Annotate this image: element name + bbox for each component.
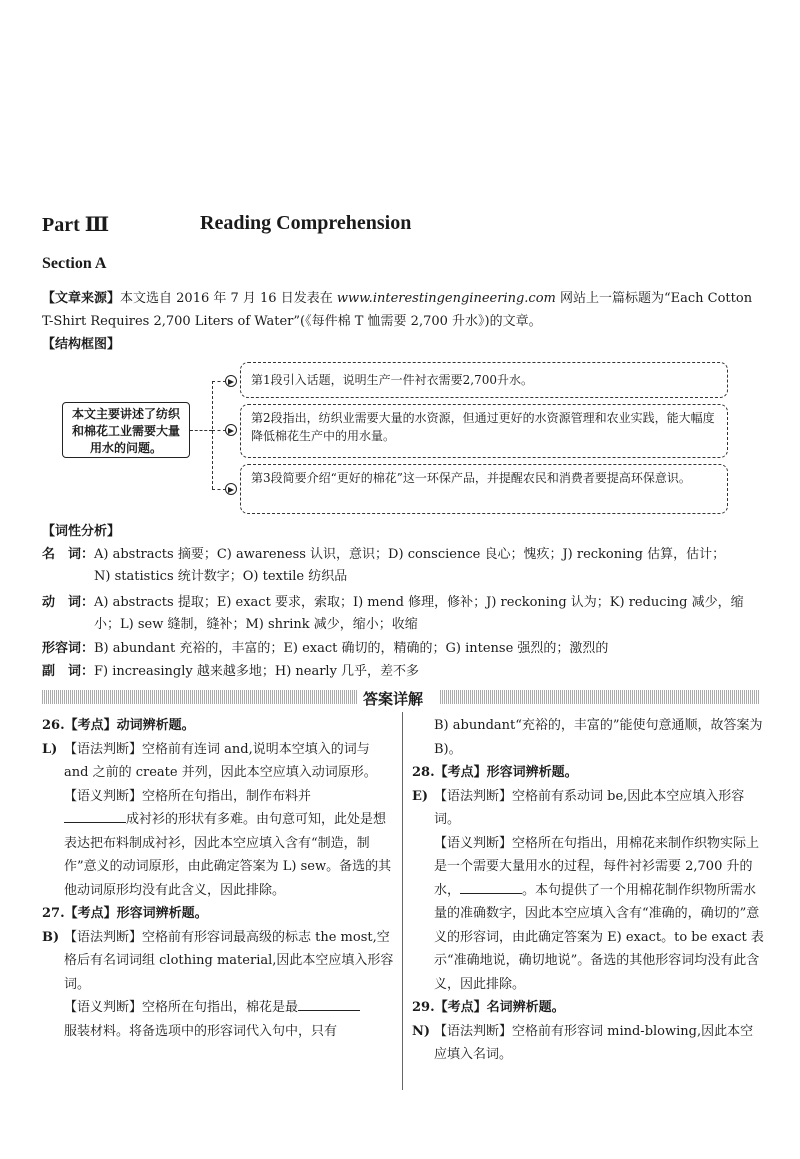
source-text-before: 本文选自 2016 年 7 月 16 日发表在 [120,291,337,306]
adj-label: 形容词： [42,641,95,656]
q26-semantic-a: 【语义判断】空格所在句指出，制作布料并 [64,788,312,804]
article-source [42,287,758,333]
noun-text-2: N) statistics 统计数字；O) textile 纺织品 [94,569,348,584]
adv-label: 副 词： [42,664,95,679]
q29-answer: N) [412,1023,431,1039]
source-site: www.interestingengineering.com [336,291,556,306]
q27-answer: B) [42,929,60,945]
q29-grammar [412,1020,764,1067]
arrow-icon [225,424,237,436]
structure-main-box: 本文主要讲述了纺织和棉花工业需要大量用水的问题。 [62,402,190,458]
banner-pattern-left [42,690,360,704]
q29-grammar-text: 【语法判断】空格前有形容词 mind-blowing,因此本空应填入名词。 [434,1023,754,1062]
q26-blank [64,810,126,823]
q27-blank [298,998,360,1011]
adj-row [42,638,762,660]
q27-semantic [42,996,394,1043]
connector-1 [212,381,226,382]
source-line-2: T-Shirt Requires 2,700 Liters of Water”(《每件棉 T 恤需要 2,700 升水》)的文章。 [42,314,542,329]
q29-head: 29.【考点】名词辨析题。 [412,1000,565,1015]
q28-grammar-text: 【语法判断】空格前有系动词 be,因此本空应填入形容词。 [434,788,745,827]
q27-semantic-b: 服装材料。将备选项中的形容词代入句中，只有 [64,1023,338,1039]
q27-grammar [42,926,394,997]
source-label: 【文章来源】 [42,291,121,306]
column-divider [402,712,403,1090]
verb-text-2: 小；L) sew 缝制，缝补；M) shrink 减少，缩小；收缩 [94,617,418,632]
q26-answer: L) [42,741,58,757]
answers-left-column [42,714,394,1043]
q26-head: 26.【考点】动词辨析题。 [42,718,195,733]
connector-main [190,430,212,431]
connector-2 [212,430,226,431]
q28-semantic-a: 【语义判断】空格所在句指出，用棉花来制作织物实际上是一个需要大量用水的过程，每件衬衫需要 2,700 升的水， [434,835,760,898]
q28-semantic-b: 。本句提供了一个用棉花制作织物所需水量的准确数字，因此本空应填入含有“准确的，确切的”意义的形容词，由此确定答案为 E) exact。to be exact 表示“准确地说，确切地说”。备选的其他形容词均没有此含义，因此排除。 [434,882,764,992]
verb-text-1: A) abstracts 提取；E) exact 要求，索取；I) mend 修理，修补；J) reckoning 认为；K) reducing 减少，缩 [94,595,744,610]
adv-row [42,661,762,683]
q27-semantic-a: 【语义判断】空格所在句指出，棉花是最 [64,1000,299,1015]
connector-3 [212,489,226,490]
arrow-icon [225,483,237,495]
word-analysis-label: 【词性分析】 [42,524,121,539]
adv-text: F) increasingly 越来越多地；H) nearly 几乎，差不多 [94,664,420,679]
source-text-after: 网站上一篇标题为“Each Cotton [555,291,753,306]
q26-semantic-b: 成衬衫的形状有多难。由句意可知，此处是想表达把布料制成衬衫，因此本空应填入含有“制造，制作”意义的动词原形，由此确定答案为 L) sew。备选的其他动词原形均没有此含义，因此排除。 [64,812,392,898]
q28-answer: E) [412,788,429,804]
noun-row [42,544,762,588]
answers-right-column [412,714,764,1067]
q28-head: 28.【考点】形容词辨析题。 [412,765,578,780]
structure-item-2: 第2段指出，纺织业需要大量的水资源，但通过更好的水资源管理和农业实践，能大幅度降低棉花生产中的用水量。 [240,404,728,458]
part-title: Part Ⅲ [42,214,110,236]
verb-row [42,592,762,636]
structure-label: 【结构框图】 [42,337,121,352]
reading-comprehension-title: Reading Comprehension [200,212,412,234]
noun-text-1: A) abstracts 摘要；C) awareness 认识，意识；D) conscience 良心；愧疚；J) reckoning 估算，估计； [94,547,726,562]
arrow-icon [225,375,237,387]
q28-grammar [412,785,764,832]
adj-text: B) abundant 充裕的，丰富的；E) exact 确切的，精确的；G) intense 强烈的；激烈的 [94,641,609,656]
structure-item-1: 第1段引入话题，说明生产一件衬衣需要2,700升水。 [240,362,728,398]
connector-vertical [212,381,213,489]
q27-grammar-text: 【语法判断】空格前有形容词最高级的标志 the most,空格后有名词词组 clothing material,因此本空应填入形容词。 [64,929,394,992]
q28-blank [460,881,522,894]
q27-head: 27.【考点】形容词辨析题。 [42,906,208,921]
section-title: Section A [42,255,107,272]
verb-label: 动 词： [42,595,95,610]
q26-grammar [42,738,394,785]
answers-banner: 答案详解 [357,688,429,709]
q27-continued: B) abundant“充裕的，丰富的”能使句意通顺，故答案为 B)。 [434,718,763,757]
noun-label: 名 词： [42,547,95,562]
banner-pattern-right [440,690,760,704]
q28-semantic [412,832,764,997]
structure-item-3: 第3段简要介绍“更好的棉花”这一环保产品，并提醒农民和消费者要提高环保意识。 [240,464,728,514]
q26-grammar-text: 【语法判断】空格前有连词 and,说明本空填入的词与 and 之前的 create 并列，因此本空应填入动词原形。 [64,741,377,780]
q26-semantic [42,785,394,903]
